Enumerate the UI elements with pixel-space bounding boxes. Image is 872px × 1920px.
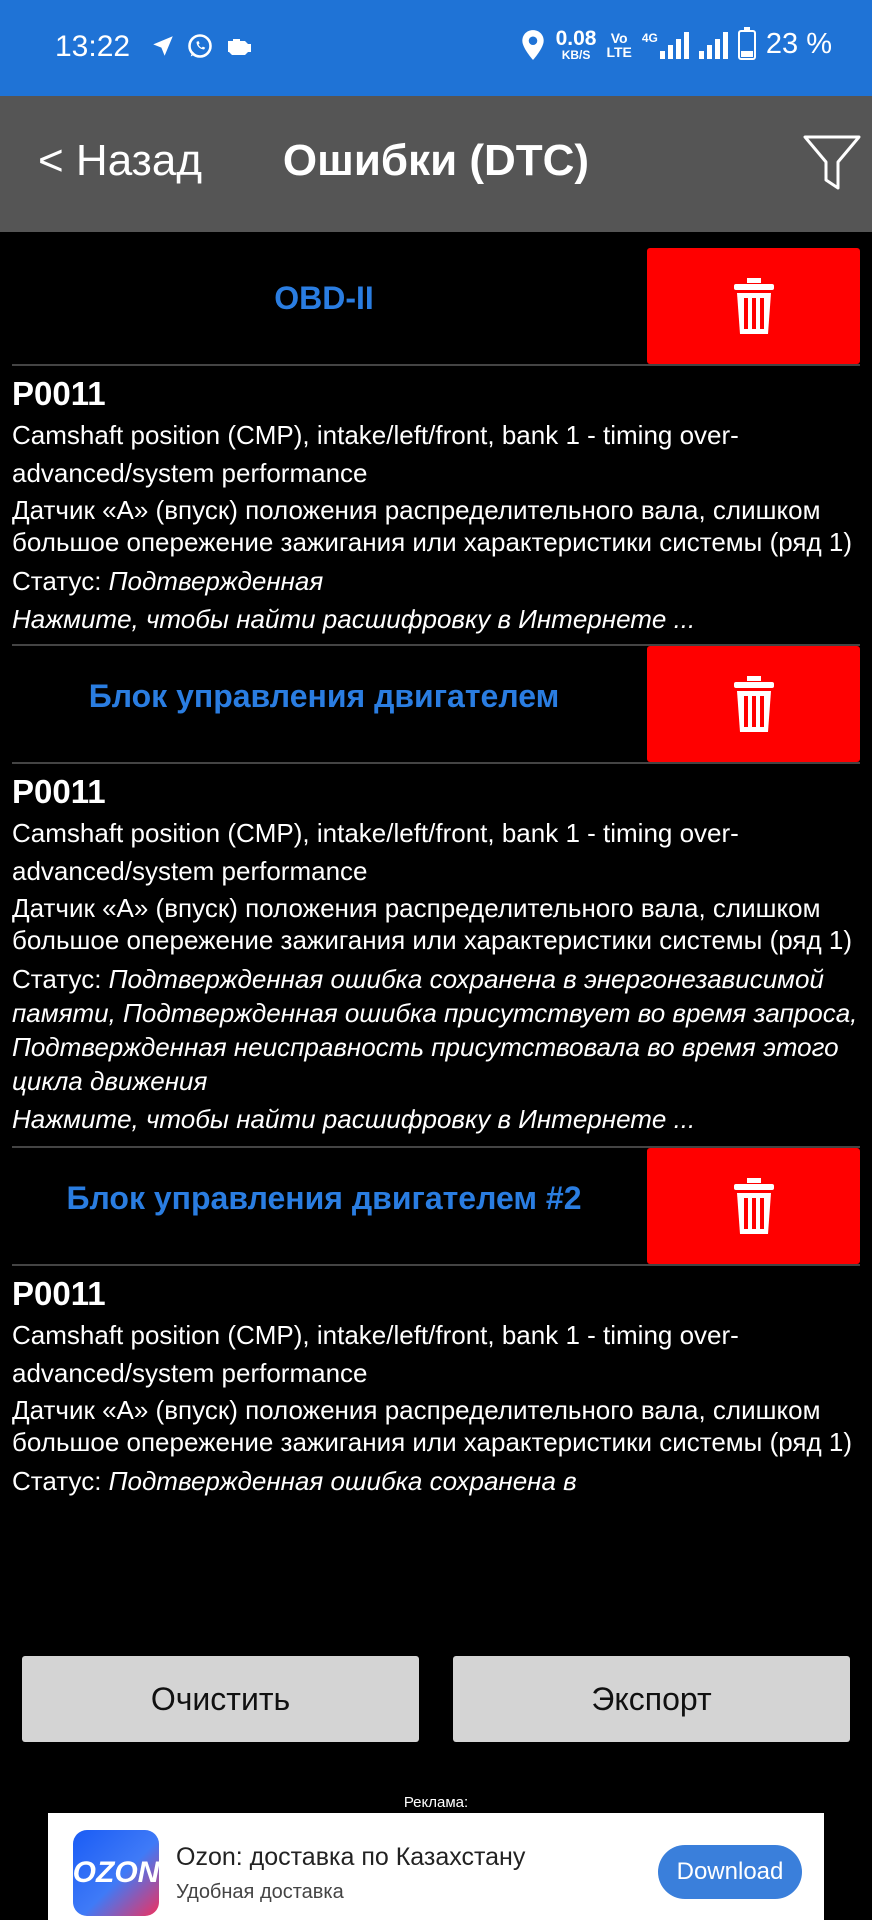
location-icon	[520, 29, 546, 61]
dtc-description-ru: Датчик «А» (впуск) положения распределительного вала, слишком большое опережение зажигания или характеристики системы (ряд 1)	[12, 893, 853, 955]
volte-indicator	[606, 31, 631, 59]
network-speed-unit: KB/S	[561, 48, 591, 62]
whatsapp-icon	[186, 32, 214, 60]
ad-banner[interactable]	[48, 1813, 824, 1920]
ad-title: Ozon: доставка по Казахстану	[176, 1843, 526, 1871]
check-engine-icon	[224, 34, 254, 58]
notification-icons	[150, 32, 254, 60]
dtc-status	[12, 1464, 860, 1498]
battery-percent: 23 %	[765, 28, 832, 60]
section-title: OBD-II	[274, 279, 374, 316]
network-type-label: 4G	[641, 30, 658, 45]
delete-button[interactable]	[647, 646, 860, 762]
dtc-code: P0011	[12, 773, 106, 810]
volte-top-label: Vo	[610, 29, 628, 46]
ozon-logo: OZON	[73, 1830, 159, 1916]
trash-icon	[732, 276, 776, 336]
dtc-description-ru: Датчик «А» (впуск) положения распределительного вала, слишком большое опережение зажигания или характеристики системы (ряд 1)	[12, 1395, 853, 1457]
dtc-code: P0011	[12, 1275, 106, 1312]
export-button[interactable]: Экспорт	[453, 1656, 850, 1742]
ad-download-button[interactable]: Download	[658, 1845, 802, 1899]
section-header	[0, 630, 872, 762]
signal-icon	[660, 31, 689, 59]
volte-bottom-label: LTE	[606, 43, 632, 60]
trash-icon	[732, 674, 776, 734]
network-speed	[556, 28, 597, 61]
delete-button[interactable]	[647, 248, 860, 364]
status-value: Подтвержденная ошибка сохранена в	[108, 1466, 577, 1496]
ad-label: Реклама:	[403, 1794, 469, 1811]
section-header	[0, 232, 872, 364]
signal-icon	[699, 31, 728, 59]
dtc-status	[12, 564, 860, 598]
battery-icon	[738, 30, 756, 60]
navigation-icon	[150, 33, 176, 59]
section-title: Блок управления двигателем	[88, 677, 560, 714]
dtc-description-en: Camshaft position (CMP), intake/left/front, bank 1 - timing over-advanced/system performance	[12, 818, 739, 886]
dtc-description-en: Camshaft position (CMP), intake/left/front, bank 1 - timing over-advanced/system performance	[12, 1320, 739, 1388]
dtc-item[interactable]	[0, 764, 872, 1146]
status-value: Подтвержденная ошибка сохранена в энергонезависимой памяти, Подтвержденная ошибка присутствует во время запроса, Подтвержденная неисправность присутствовала во время этого цикла движения	[12, 964, 858, 1096]
status-bar	[0, 0, 872, 96]
dtc-section	[0, 1146, 872, 1508]
dtc-status	[12, 962, 860, 1098]
search-online-link[interactable]: Нажмите, чтобы найти расшифровку в Интернете ...	[12, 604, 696, 634]
ad-subtitle: Удобная доставка	[176, 1881, 344, 1903]
page-title: Ошибки (DTC)	[282, 136, 590, 185]
filter-icon[interactable]	[802, 132, 862, 194]
trash-icon	[732, 1176, 776, 1236]
dtc-list[interactable]	[0, 232, 872, 1612]
delete-button[interactable]	[647, 1148, 860, 1264]
dtc-item[interactable]	[0, 1266, 872, 1508]
status-time: 13:22	[55, 30, 131, 63]
dtc-section	[0, 644, 872, 1146]
section-header	[0, 1132, 872, 1264]
dtc-code: P0011	[12, 375, 106, 412]
system-status-icons	[520, 28, 832, 61]
dtc-item[interactable]	[0, 366, 872, 646]
section-title: Блок управления двигателем #2	[66, 1179, 582, 1216]
dtc-section	[0, 232, 872, 646]
dtc-description-en: Camshaft position (CMP), intake/left/front, bank 1 - timing over-advanced/system performance	[12, 420, 739, 488]
status-value: Подтвержденная	[108, 566, 324, 596]
network-speed-value: 0.08	[555, 27, 597, 50]
dtc-description-ru: Датчик «А» (впуск) положения распределительного вала, слишком большое опережение зажигания или характеристики системы (ряд 1)	[12, 495, 853, 557]
clear-button[interactable]: Очистить	[22, 1656, 419, 1742]
toolbar	[0, 96, 872, 232]
battery-level	[741, 51, 753, 57]
back-button[interactable]: < Назад	[38, 136, 202, 185]
search-online-link[interactable]: Нажмите, чтобы найти расшифровку в Интернете ...	[12, 1104, 696, 1134]
status-label: Статус:	[12, 566, 109, 596]
status-label: Статус:	[12, 964, 109, 994]
status-label: Статус:	[12, 1466, 109, 1496]
